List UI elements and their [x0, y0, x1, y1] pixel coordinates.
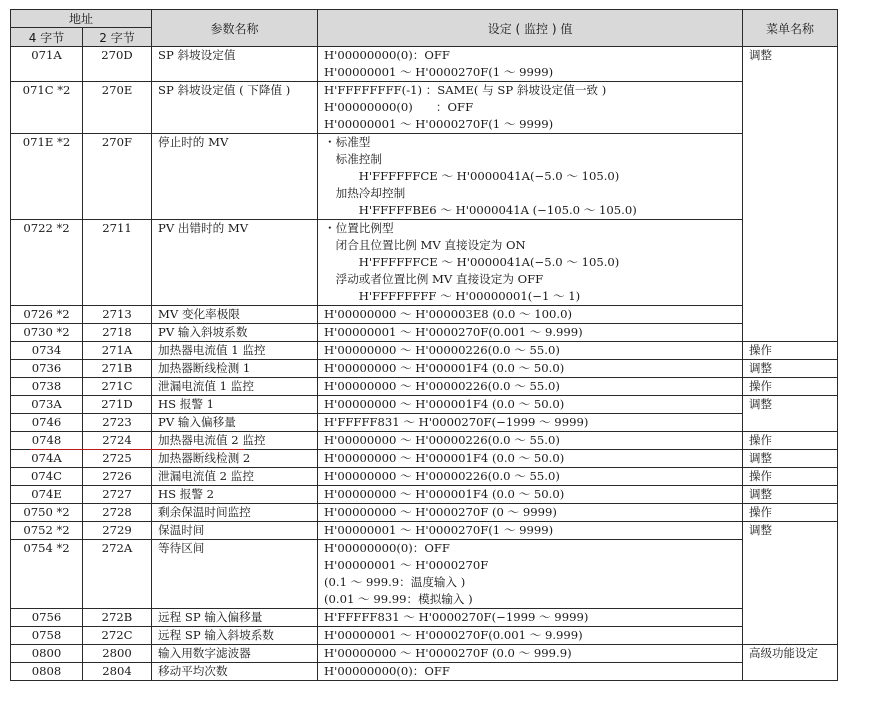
table-row [11, 450, 838, 468]
address-2byte-cell: 2724 [83, 432, 152, 450]
setting-value-line: H'00000001 ～ H'0000270F(1 ～ 9999) [324, 117, 554, 131]
address-2byte-cell: 2804 [83, 663, 152, 681]
setting-value-line: 标准控制 [324, 152, 382, 166]
setting-value-line: H'00000000 ～ H'000003E8 (0.0 ～ 100.0) [324, 307, 573, 321]
setting-value-cell [318, 450, 743, 468]
setting-value-line: H'00000001 ～ H'0000270F(0.001 ～ 9.999) [324, 628, 583, 642]
table-row [11, 540, 838, 609]
address-2byte-cell: 2729 [83, 522, 152, 540]
table-row [11, 645, 838, 663]
table-row [11, 468, 838, 486]
menu-name-cell: 调整 [743, 522, 838, 645]
setting-value-cell [318, 342, 743, 360]
table-row [11, 504, 838, 522]
menu-name-cell: 高级功能设定 [743, 645, 838, 681]
address-2byte-cell: 2718 [83, 324, 152, 342]
highlight-underline [30, 449, 245, 450]
setting-value-cell [318, 432, 743, 450]
address-2byte-cell: 2725 [83, 450, 152, 468]
table-row [11, 342, 838, 360]
setting-value-line: H'FFFFFFFF ～ H'00000001(−1 ～ 1) [324, 289, 581, 303]
setting-value-cell [318, 324, 743, 342]
table-row [11, 486, 838, 504]
setting-value-line: H'FFFFFFCE ～ H'0000041A(−5.0 ～ 105.0) [324, 169, 620, 183]
param-name-cell: 远程 SP 输入斜坡系数 [152, 627, 318, 645]
address-4byte-cell: 0754 *2 [11, 540, 83, 609]
address-4byte-cell: 0800 [11, 645, 83, 663]
setting-value-line: H'00000000 ～ H'000001F4 (0.0 ～ 50.0) [324, 451, 565, 465]
param-name-cell: 加热器断线检测 1 [152, 360, 318, 378]
setting-value-line: H'00000000 ～ H'000001F4 (0.0 ～ 50.0) [324, 487, 565, 501]
setting-value-line: H'00000000 ～ H'0000270F (0 ～ 9999) [324, 505, 557, 519]
menu-name-cell: 操作 [743, 504, 838, 522]
setting-value-line: ・位置比例型 [324, 221, 394, 235]
table-row [11, 82, 838, 134]
table-row [11, 324, 838, 342]
address-2byte-cell: 271C [83, 378, 152, 396]
setting-value-cell [318, 134, 743, 220]
setting-value-line: H'FFFFFFFF(-1) ：SAME( 与 SP 斜坡设定值一致 ) [324, 83, 607, 97]
table-row [11, 522, 838, 540]
address-2byte-cell: 2723 [83, 414, 152, 432]
table-body [11, 47, 838, 681]
setting-value-line: H'00000001 ～ H'0000270F(1 ～ 9999) [324, 523, 554, 537]
param-name-cell: 加热器断线检测 2 [152, 450, 318, 468]
address-2byte-cell: 2713 [83, 306, 152, 324]
setting-value-cell [318, 220, 743, 306]
address-4byte-cell: 0756 [11, 609, 83, 627]
setting-value-cell [318, 468, 743, 486]
setting-value-line: H'00000000 ～ H'00000226(0.0 ～ 55.0) [324, 379, 560, 393]
setting-value-line: H'00000000(0)：OFF [324, 664, 450, 678]
setting-value-line: H'00000000 ～ H'0000270F (0.0 ～ 999.9) [324, 646, 572, 660]
setting-value-cell [318, 609, 743, 627]
setting-value-line: H'00000000 ～ H'000001F4 (0.0 ～ 50.0) [324, 361, 565, 375]
param-name-cell: PV 输入斜坡系数 [152, 324, 318, 342]
setting-value-line: H'00000001 ～ H'0000270F [324, 558, 489, 572]
address-4byte-header: 4 字节 [11, 28, 83, 47]
table-row [11, 134, 838, 220]
param-name-cell: 泄漏电流值 1 监控 [152, 378, 318, 396]
table-row [11, 378, 838, 396]
address-2byte-cell: 270D [83, 47, 152, 82]
setting-value-cell [318, 645, 743, 663]
address-4byte-cell: 0722 *2 [11, 220, 83, 306]
param-name-cell: HS 报警 2 [152, 486, 318, 504]
address-4byte-cell: 074C [11, 468, 83, 486]
address-4byte-cell: 074A [11, 450, 83, 468]
address-4byte-cell: 071E *2 [11, 134, 83, 220]
table-row [11, 414, 838, 432]
setting-value-cell [318, 47, 743, 82]
param-name-cell: PV 出错时的 MV [152, 220, 318, 306]
setting-value-cell [318, 306, 743, 324]
address-2byte-cell: 272C [83, 627, 152, 645]
param-name-cell: 等待区间 [152, 540, 318, 609]
setting-value-line: H'00000000(0) ：OFF [324, 100, 474, 114]
setting-value-cell [318, 360, 743, 378]
menu-name-cell: 调整 [743, 396, 838, 432]
address-2byte-cell: 2728 [83, 504, 152, 522]
address-4byte-cell: 0730 *2 [11, 324, 83, 342]
menu-name-header: 菜单名称 [743, 10, 838, 47]
address-2byte-cell: 270E [83, 82, 152, 134]
address-4byte-cell: 0750 *2 [11, 504, 83, 522]
setting-value-line: (0.1 ～ 999.9：温度输入 ) [324, 575, 466, 589]
menu-name-cell: 操作 [743, 342, 838, 360]
setting-value-line: H'00000000 ～ H'00000226(0.0 ～ 55.0) [324, 469, 560, 483]
address-2byte-cell: 2800 [83, 645, 152, 663]
menu-name-cell: 操作 [743, 468, 838, 486]
param-name-cell: 加热器电流值 1 监控 [152, 342, 318, 360]
param-name-cell: 剩余保温时间监控 [152, 504, 318, 522]
setting-value-cell [318, 82, 743, 134]
setting-value-line: 浮动或者位置比例 MV 直接设定为 OFF [324, 272, 544, 286]
table-row [11, 306, 838, 324]
address-4byte-cell: 071A [11, 47, 83, 82]
address-4byte-cell: 0734 [11, 342, 83, 360]
setting-value-header: 设定 ( 监控 ) 值 [318, 10, 743, 47]
setting-value-line: H'00000001 ～ H'0000270F(0.001 ～ 9.999) [324, 325, 583, 339]
menu-name-cell: 调整 [743, 47, 838, 342]
address-4byte-cell: 0752 *2 [11, 522, 83, 540]
param-name-cell: 泄漏电流值 2 监控 [152, 468, 318, 486]
param-name-cell: 输入用数字滤波器 [152, 645, 318, 663]
setting-value-line: 加热冷却控制 [324, 186, 406, 200]
param-name-cell: 远程 SP 输入偏移量 [152, 609, 318, 627]
table-row [11, 47, 838, 82]
param-name-cell: MV 变化率极限 [152, 306, 318, 324]
setting-value-line: ・标准型 [324, 135, 371, 149]
setting-value-line: H'00000000(0)：OFF [324, 541, 450, 555]
setting-value-cell [318, 522, 743, 540]
setting-value-line: H'00000000(0)：OFF [324, 48, 450, 62]
setting-value-cell [318, 414, 743, 432]
table-row [11, 663, 838, 681]
address-4byte-cell: 0736 [11, 360, 83, 378]
address-2byte-cell: 272A [83, 540, 152, 609]
address-4byte-cell: 0746 [11, 414, 83, 432]
setting-value-cell [318, 540, 743, 609]
setting-value-line: (0.01 ～ 99.99：模拟输入 ) [324, 592, 473, 606]
address-2byte-cell: 2726 [83, 468, 152, 486]
address-4byte-cell: 071C *2 [11, 82, 83, 134]
setting-value-line: H'00000000 ～ H'00000226(0.0 ～ 55.0) [324, 433, 560, 447]
param-name-cell: 保温时间 [152, 522, 318, 540]
param-name-cell: PV 输入偏移量 [152, 414, 318, 432]
setting-value-line: H'00000000 ～ H'000001F4 (0.0 ～ 50.0) [324, 397, 565, 411]
setting-value-cell [318, 396, 743, 414]
menu-name-cell: 调整 [743, 360, 838, 378]
setting-value-cell [318, 486, 743, 504]
address-2byte-cell: 271D [83, 396, 152, 414]
param-name-cell: SP 斜坡设定值 [152, 47, 318, 82]
address-2byte-header: 2 字节 [83, 28, 152, 47]
table-row [11, 627, 838, 645]
setting-value-line: H'FFFFFBE6 ～ H'0000041A (−105.0 ～ 105.0) [324, 203, 637, 217]
setting-value-line: 闭合且位置比例 MV 直接设定为 ON [324, 238, 526, 252]
address-2byte-cell: 270F [83, 134, 152, 220]
table-row [11, 609, 838, 627]
address-2byte-cell: 2727 [83, 486, 152, 504]
setting-value-line: H'FFFFFFCE ～ H'0000041A(−5.0 ～ 105.0) [324, 255, 620, 269]
address-2byte-cell: 271B [83, 360, 152, 378]
setting-value-cell [318, 504, 743, 522]
address-2byte-cell: 2711 [83, 220, 152, 306]
param-name-cell: 加热器电流值 2 监控 [152, 432, 318, 450]
parameter-table [10, 9, 838, 681]
table-row [11, 220, 838, 306]
param-name-cell: SP 斜坡设定值 ( 下降值 ) [152, 82, 318, 134]
param-name-cell: 移动平均次数 [152, 663, 318, 681]
param-name-header: 参数名称 [152, 10, 318, 47]
param-name-cell: 停止时的 MV [152, 134, 318, 220]
address-2byte-cell: 271A [83, 342, 152, 360]
address-4byte-cell: 073A [11, 396, 83, 414]
menu-name-cell: 调整 [743, 486, 838, 504]
address-header: 地址 [11, 10, 152, 28]
table-row [11, 432, 838, 450]
menu-name-cell: 操作 [743, 378, 838, 396]
setting-value-cell [318, 663, 743, 681]
setting-value-line: H'00000000 ～ H'00000226(0.0 ～ 55.0) [324, 343, 560, 357]
menu-name-cell: 操作 [743, 432, 838, 450]
address-2byte-cell: 272B [83, 609, 152, 627]
setting-value-line: H'FFFFF831 ～ H'0000270F(−1999 ～ 9999) [324, 610, 589, 624]
param-name-cell: HS 报警 1 [152, 396, 318, 414]
setting-value-line: H'00000001 ～ H'0000270F(1 ～ 9999) [324, 65, 554, 79]
setting-value-line: H'FFFFF831 ～ H'0000270F(−1999 ～ 9999) [324, 415, 589, 429]
address-4byte-cell: 0758 [11, 627, 83, 645]
table-row [11, 360, 838, 378]
address-4byte-cell: 0808 [11, 663, 83, 681]
address-4byte-cell: 0748 [11, 432, 83, 450]
setting-value-cell [318, 627, 743, 645]
address-4byte-cell: 0726 *2 [11, 306, 83, 324]
setting-value-cell [318, 378, 743, 396]
address-4byte-cell: 0738 [11, 378, 83, 396]
table-row [11, 396, 838, 414]
address-4byte-cell: 074E [11, 486, 83, 504]
menu-name-cell: 调整 [743, 450, 838, 468]
